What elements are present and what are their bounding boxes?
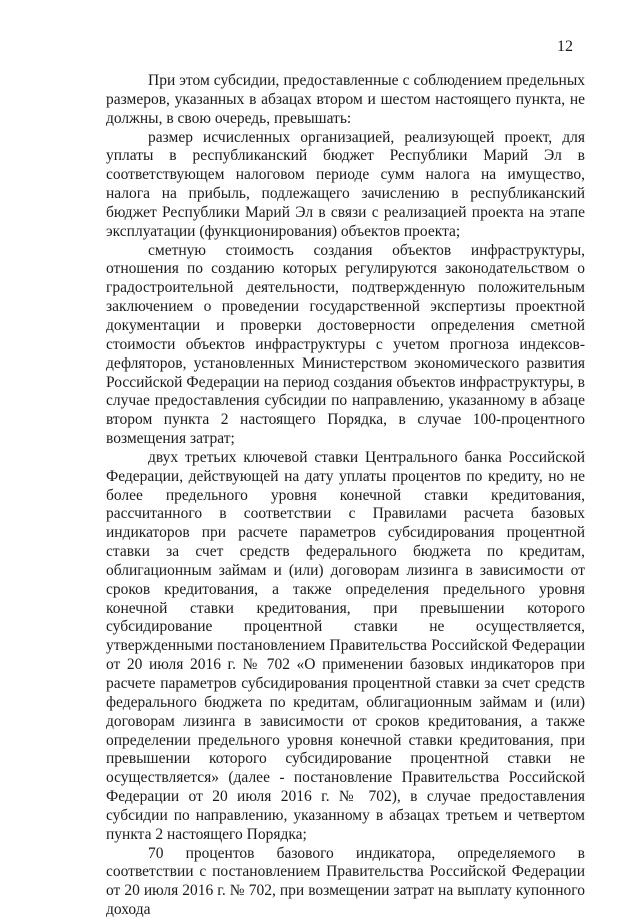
page-number: 12 xyxy=(557,38,573,55)
paragraph-intro: При этом субсидии, предоставленные с соблюдением предельных размеров, указанных в абзацах втором и шестом настоящего пункта, не должны, в свою очередь, превышать: xyxy=(106,72,585,127)
paragraph-key-rate: двух третьих ключевой ставки Центрального банка Российской Федерации, действующей на дату уплаты процентов по кредиту, но не более предельного уровня конечной ставки кредитования, рассчитанного в соответствии с Правилами расчета базовых индикаторов при расчете параметров субсидирования процентной ставки за счет средств федерального бюджета по кредитам, облигационным займам и (или) договорам лизинга в зависимости от сроков кредитования, а также определения предельного уровня конечной ставки кредитования, при превышении которого субсидирование процентной ставки не осуществляется, утвержденными постановлением Правительства Российской Федерации от 20 июля 2016 г. № 702 «О применении базовых индикаторов при расчете параметров субсидирования процентной ставки за счет средств федерального бюджета по кредитам, облигационным займам и (или) договорам лизинга в зависимости от сроков кредитования, а также определении предельного уровня конечной ставки кредитования, при превышении которого субсидирование процентной ставки не осуществляется» (далее - постановление Правительства Российской Федерации от 20 июля 2016 г. № 702), в случае предоставления субсидии по направлению, указанному в абзацах третьем и четвертом пункта 2 настоящего Порядка; xyxy=(106,448,585,843)
document-body xyxy=(106,72,585,920)
paragraph-tax-amount: размер исчисленных организацией, реализующей проект, для уплаты в республиканский бюджет Республики Марий Эл в соответствующем налоговом периоде сумм налога на имущество, налога на прибыль, подлежащего зачислению в республиканский бюджет Республики Марий Эл в связи с реализацией проекта на этапе эксплуатации (функционирования) объектов проекта; xyxy=(106,128,585,240)
paragraph-base-indicator: 70 процентов базового индикатора, определяемого в соответствии с постановлением Правительства Российской Федерации от 20 июля 2016 г. № 702, при возмещении затрат на выплату купонного дохода xyxy=(106,844,585,919)
paragraph-estimated-cost: сметную стоимость создания объектов инфраструктуры, отношения по созданию которых регулируются законодательством о градостроительной деятельности, подтвержденную положительным заключением о проведении государственной экспертизы проектной документации и проверки достоверности определения сметной стоимости объектов инфраструктуры с учетом прогноза индексов-дефляторов, установленных Министерством экономического развития Российской Федерации на период создания объектов инфраструктуры, в случае предоставления субсидии по направлению, указанному в абзаце втором пункта 2 настоящего Порядка, в случае 100-процентного возмещения затрат; xyxy=(106,241,585,448)
